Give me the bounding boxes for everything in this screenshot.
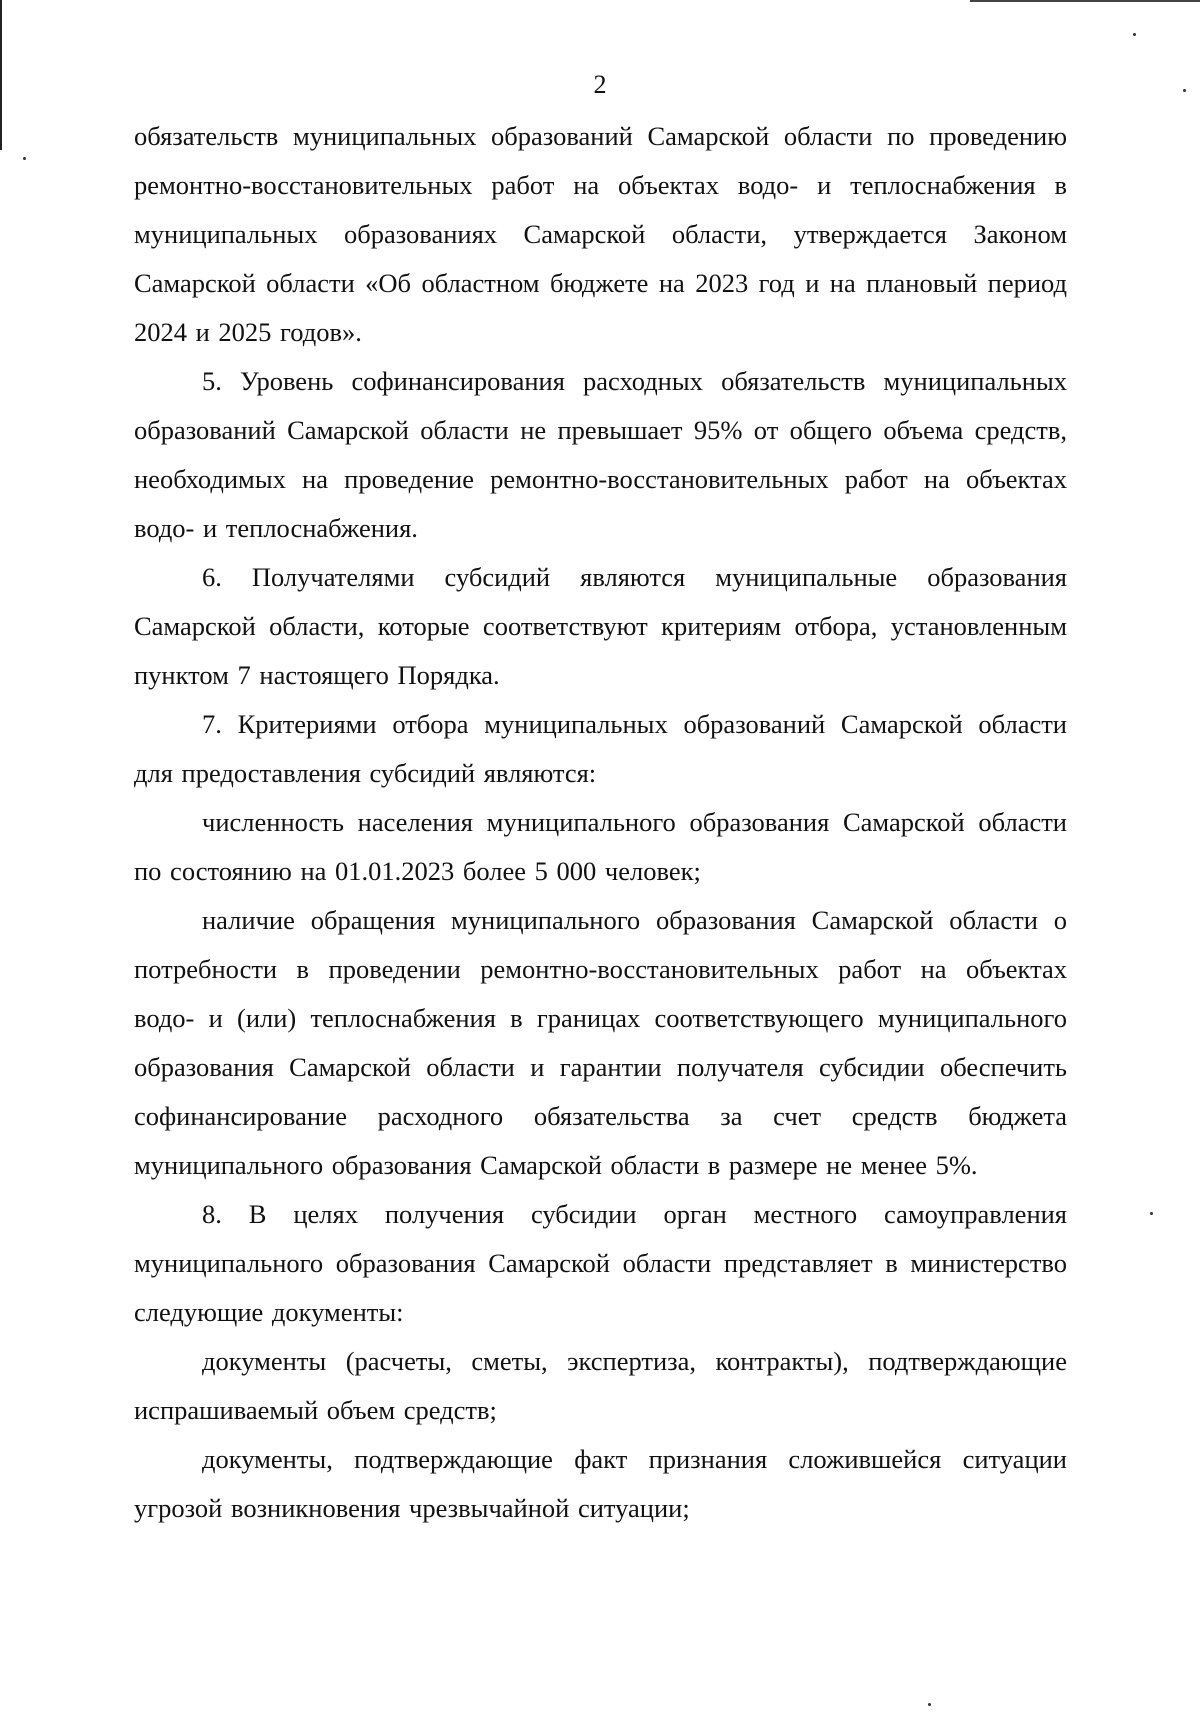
document-list-item-emergency: документы, подтверждающие факт признания сложившейся ситуации угрозой возникновения чрезвычайной ситуации; — [134, 1444, 1067, 1523]
criterion-request: наличие обращения муниципального образования Самарской области о потребности в проведении ремонтно-восстановительных работ на объектах водо- и (или) теплоснабжения в границах соответствующего муниципального образования Самарской области и гарантии получателя субсидии обеспечить софинансирование расходного обязательства за счет средств бюджета муниципального образования Самарской области в размере не менее 5%. — [134, 905, 1067, 1180]
scan-speck — [1150, 1212, 1153, 1215]
scan-speck — [1133, 33, 1136, 36]
scan-top-line — [970, 0, 1200, 2]
paragraph-item-6: 6. Получателями субсидий являются муниципальные образования Самарской области, которые соответствуют критериям отбора, установленным пунктом 7 настоящего Порядка. — [134, 562, 1067, 690]
scan-speck — [23, 157, 26, 160]
paragraph-item-7: 7. Критериями отбора муниципальных образований Самарской области для предоставления субсидий являются: — [134, 709, 1067, 788]
paragraph-item-5: 5. Уровень софинансирования расходных обязательств муниципальных образований Самарской области не превышает 95% от общего объема средств, необходимых на проведение ремонтно-восстановительных работ на объектах водо- и теплоснабжения. — [134, 366, 1067, 543]
paragraph-continuation: обязательств муниципальных образований Самарской области по проведению ремонтно-восстановительных работ на объектах водо- и теплоснабжения в муниципальных образованиях Самарской области, утверждается Законом Самарской области «Об областном бюджете на 2023 год и на плановый период 2024 и 2025 годов». — [134, 121, 1067, 347]
document-list-item-estimates: документы (расчеты, сметы, экспертиза, контракты), подтверждающие испрашиваемый объем средств; — [134, 1346, 1067, 1425]
page-number: 2 — [593, 70, 607, 99]
scan-speck — [928, 1703, 931, 1706]
document-body — [134, 112, 1067, 1533]
criterion-population: численность населения муниципального образования Самарской области по состоянию на 01.01.2023 более 5 000 человек; — [134, 807, 1067, 886]
paragraph-item-8: 8. В целях получения субсидии орган местного самоуправления муниципального образования Самарской области представляет в министерство следующие документы: — [134, 1199, 1067, 1327]
